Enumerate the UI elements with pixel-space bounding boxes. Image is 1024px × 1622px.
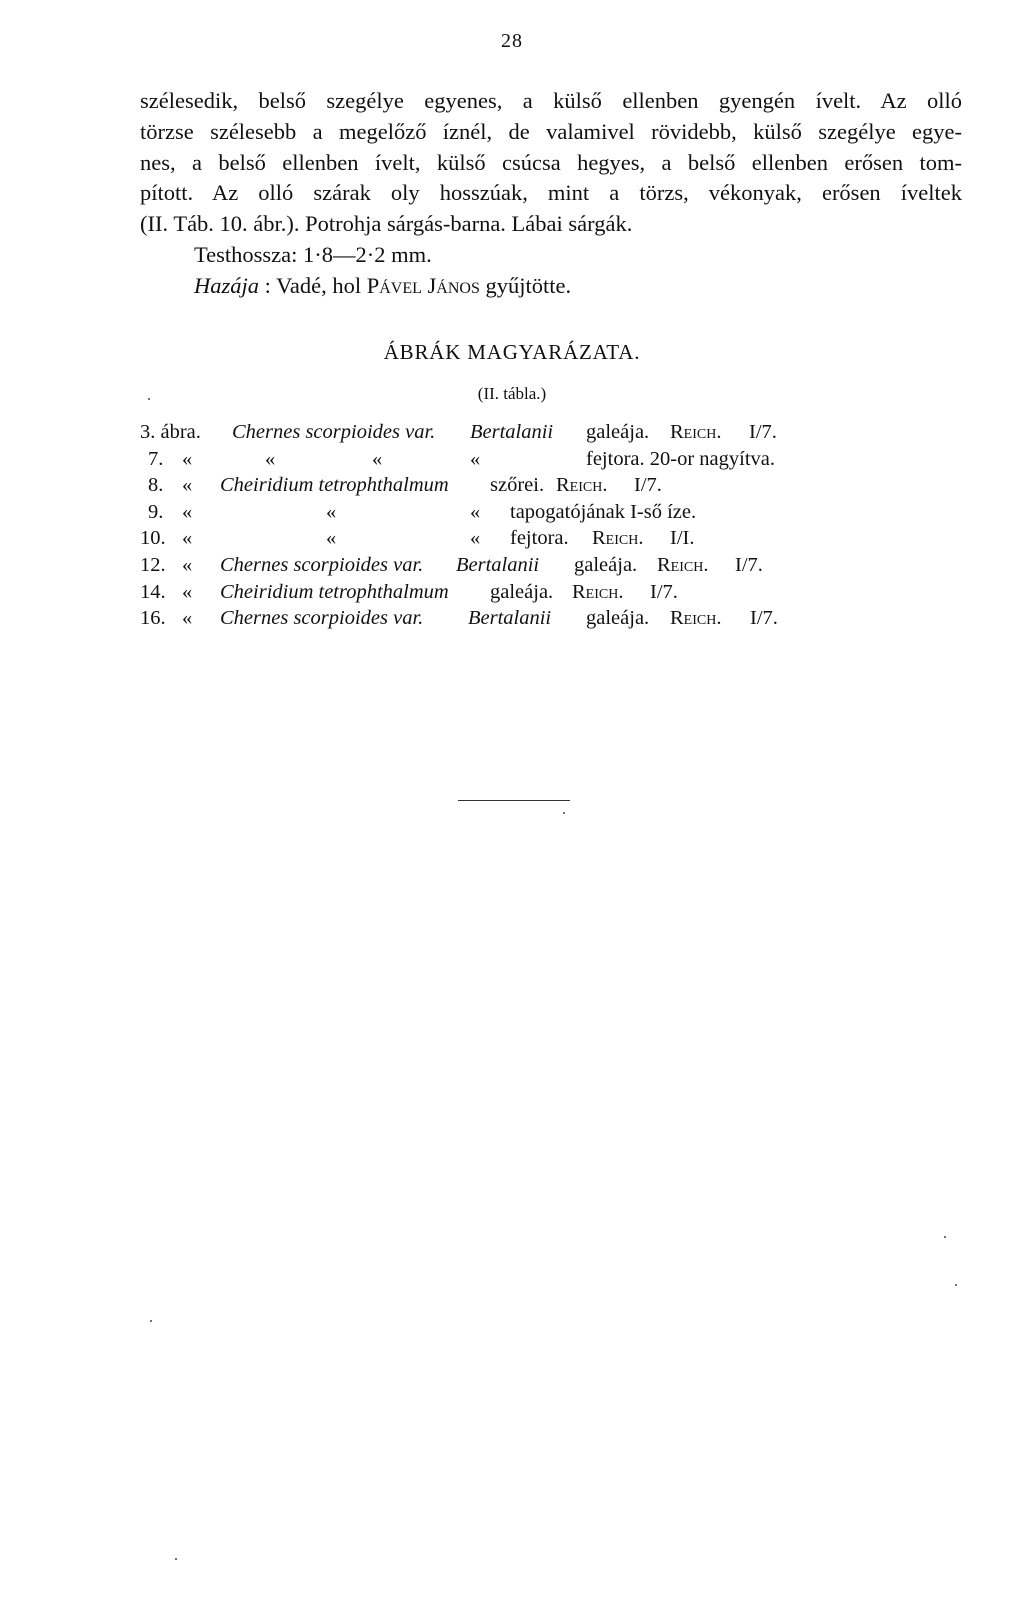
print-speck (955, 1284, 957, 1286)
figure-description: galeája. (490, 580, 554, 603)
print-speck (148, 398, 150, 400)
figure-legend-row (140, 525, 960, 552)
figure-number: 16. (140, 607, 166, 630)
print-speck (175, 1558, 177, 1560)
plate-reference: I/7. (750, 607, 778, 630)
figure-description: galeája. (586, 607, 650, 630)
ditto-mark: « (182, 474, 193, 497)
figure-legend-row (140, 472, 960, 499)
ditto-mark: « (372, 447, 383, 470)
species-name: Cheiridium tetrophthalmum (220, 580, 449, 603)
variety-name: Bertalanii (470, 421, 554, 443)
plate-reference: I/7. (749, 421, 777, 443)
species-name: Chernes scorpioides var. (232, 421, 436, 443)
ditto-mark: « (182, 527, 193, 550)
author-abbrev: Reich. (592, 527, 644, 550)
print-speck (150, 1320, 152, 1322)
section-divider (458, 800, 570, 801)
ditto-mark: « (182, 580, 193, 603)
author-abbrev: Reich. (556, 474, 608, 497)
ditto-mark: « (326, 527, 337, 550)
figure-legend-row (140, 499, 960, 526)
plate-reference: I/7. (634, 474, 662, 497)
paragraph-line: törzse szélesebb a megelőző íznél, de valamivel rövidebb, külső szegélye egye- (140, 118, 962, 144)
figure-legend-row (140, 605, 960, 632)
figure-legend-row (140, 552, 960, 579)
author-abbrev: Reich. (657, 553, 709, 576)
description-paragraph (140, 86, 962, 302)
figure-number: 7. (148, 447, 164, 470)
ditto-mark: « (182, 500, 193, 523)
body-length-line: Testhossza: 1·8—2·2 mm. (194, 241, 432, 267)
ditto-mark: « (182, 607, 193, 630)
paragraph-line: (II. Táb. 10. ábr.). Potrohja sárgás-barna. Lábai sárgák. (140, 211, 633, 237)
figure-legend-list (140, 419, 960, 632)
paragraph-line: nes, a belső ellenben ívelt, külső csúcsa hegyes, a belső ellenben erősen tom- (140, 149, 962, 175)
figure-legend-row (140, 419, 960, 446)
ditto-mark: « (182, 447, 193, 470)
figure-number: 14. (140, 580, 166, 603)
paragraph-line: szélesedik, belső szegélye egyenes, a külső ellenben gyengén ívelt. Az olló (140, 88, 962, 113)
plate-reference: I/7. (735, 553, 763, 576)
home-label: Hazája (194, 272, 260, 298)
ditto-mark: « (265, 447, 276, 470)
ditto-mark: « (182, 553, 193, 576)
print-speck (944, 1236, 946, 1238)
plate-label: (II. tábla.) (477, 384, 547, 403)
ditto-mark: « (470, 500, 481, 523)
paragraph-line: pított. Az olló szárak oly hosszúak, mint a törzs, vékonyak, erősen íveltek (140, 180, 962, 206)
ditto-mark: « (470, 527, 481, 550)
author-abbrev: Reich. (572, 580, 624, 603)
species-name: Chernes scorpioides var. (220, 553, 424, 576)
print-speck (563, 812, 565, 814)
figure-number: 10. (140, 527, 166, 550)
figure-legend-heading: ÁBRÁK MAGYARÁZATA. (383, 340, 641, 364)
species-name: Chernes scorpioides var. (220, 607, 424, 630)
figure-description: galeája. (574, 553, 638, 576)
ditto-mark: « (470, 447, 481, 470)
figure-description: fejtora. (510, 527, 569, 550)
figure-description: tapogatójának I-ső íze. (510, 500, 697, 523)
collector-name: Pável János (366, 272, 480, 298)
figure-number: 3. ábra. (140, 421, 201, 443)
figure-description: fejtora. 20-or nagyítva. (586, 447, 775, 470)
author-abbrev: Reich. (670, 421, 722, 443)
author-abbrev: Reich. (670, 607, 722, 630)
plate-reference: I/7. (650, 580, 678, 603)
home-line: Hazája : Vadé, hol Pável János gyűjtötte. (194, 272, 572, 298)
figure-number: 8. (148, 474, 164, 497)
variety-name: Bertalanii (456, 553, 540, 576)
page-number: 28 (501, 30, 523, 52)
figure-description: szőrei. (490, 474, 545, 497)
figure-legend-row (140, 446, 960, 473)
species-name: Cheiridium tetrophthalmum (220, 474, 449, 497)
figure-description: galeája. (586, 421, 650, 443)
ditto-mark: « (326, 500, 337, 523)
figure-legend-row (140, 579, 960, 606)
plate-reference: I/I. (670, 527, 695, 550)
figure-number: 12. (140, 553, 166, 576)
variety-name: Bertalanii (468, 607, 552, 630)
figure-number: 9. (148, 500, 164, 523)
